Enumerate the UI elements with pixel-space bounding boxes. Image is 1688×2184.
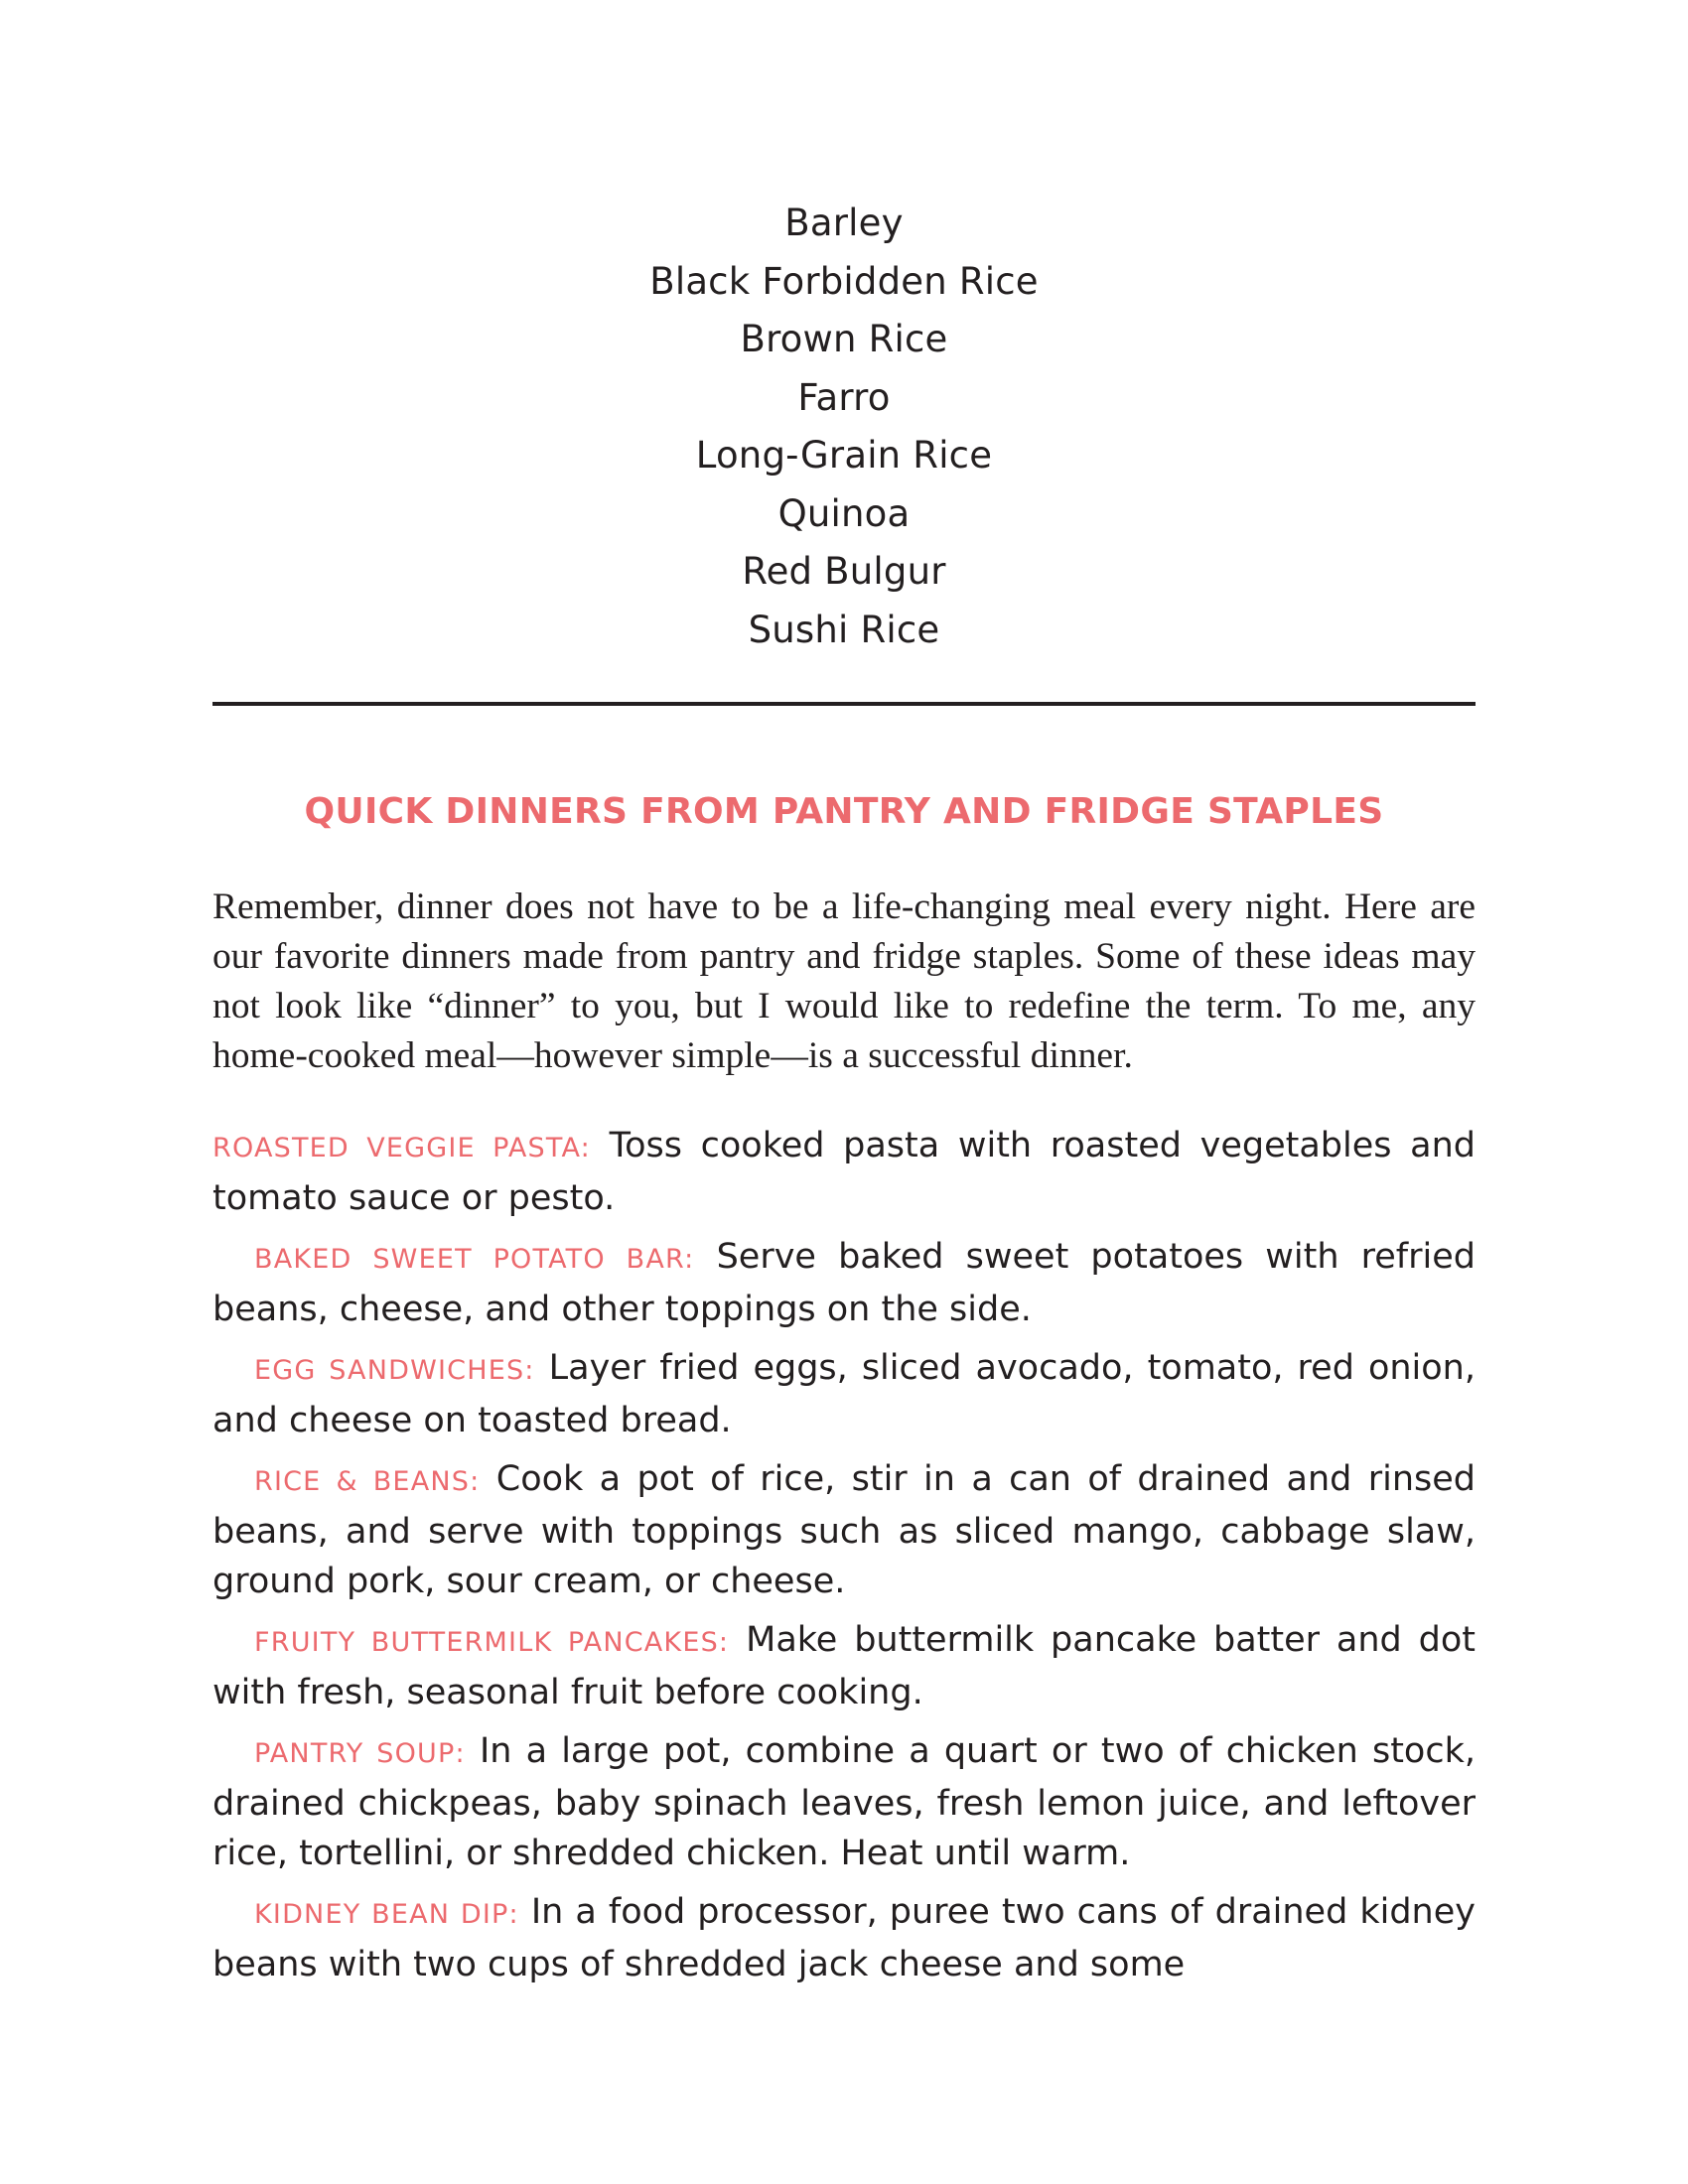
dinner-idea-label: EGG SANDWICHES: [254, 1355, 535, 1386]
dinner-idea [212, 1615, 1476, 1717]
grain-list-item: Sushi Rice [748, 608, 940, 651]
intro-paragraph: Remember, dinner does not have to be a life-changing meal every night. Here are our favorite dinners made from pantry and fridge staples. Some of these ideas may not look like “dinner” to you, but I would like to redefine the term. To me, any home-cooked meal—however simple—is a successful dinner. [212, 887, 1476, 1076]
dinner-idea [212, 1232, 1476, 1334]
dinner-idea-label: PANTRY SOUP: [254, 1738, 466, 1769]
grain-list-item: Barley [784, 202, 904, 244]
grain-list-item: Red Bulgur [742, 550, 946, 593]
dinner-idea [212, 1726, 1476, 1878]
dinner-ideas-list [212, 1121, 1476, 1998]
dinner-idea-label: BAKED SWEET POTATO BAR: [254, 1244, 695, 1275]
grain-list-item: Long-Grain Rice [695, 434, 993, 477]
dinner-idea-text: Toss cooked pasta with roasted vegetables and tomato sauce or pesto. [212, 1126, 1477, 1218]
dinner-idea-text: Cook a pot of rice, stir in a can of drained and rinsed beans, and serve with toppings such as sliced mango, cabbage slaw, ground pork, sour cream, or cheese. [212, 1459, 1476, 1601]
dinner-idea-label: ROASTED VEGGIE PASTA: [212, 1133, 591, 1163]
dinner-idea [212, 1343, 1476, 1445]
section-divider [212, 702, 1476, 706]
section-title: QUICK DINNERS FROM PANTRY AND FRIDGE STAPLES [304, 791, 1384, 832]
grain-list-item: Brown Rice [740, 318, 948, 360]
dinner-idea [212, 1454, 1476, 1606]
dinner-idea-label: KIDNEY BEAN DIP: [254, 1899, 519, 1930]
dinner-idea-text: Make buttermilk pancake batter and dot with fresh, seasonal fruit before cooking. [212, 1620, 1476, 1712]
dinner-idea-text: Serve baked sweet potatoes with refried beans, cheese, and other toppings on the side. [212, 1237, 1476, 1329]
dinner-idea-text: In a food processor, puree two cans of drained kidney beans with two cups of shredded jack cheese and some [212, 1892, 1476, 1984]
dinner-idea-label: FRUITY BUTTERMILK PANCAKES: [254, 1627, 730, 1658]
grain-list-item: Quinoa [777, 491, 911, 535]
grain-list [0, 195, 1688, 659]
dinner-idea-label: RICE & BEANS: [254, 1466, 481, 1497]
dinner-idea [212, 1887, 1476, 1989]
dinner-idea [212, 1121, 1476, 1223]
grain-list-item: Black Forbidden Rice [649, 259, 1039, 303]
dinner-idea-text: In a large pot, combine a quart or two of chicken stock, drained chickpeas, baby spinach leaves, fresh lemon juice, and leftover rice, tortellini, or shredded chicken. Heat until warm. [212, 1731, 1476, 1873]
grain-list-item: Farro [797, 375, 891, 419]
dinner-idea-text: Layer fried eggs, sliced avocado, tomato, red onion, and cheese on toasted bread. [212, 1348, 1476, 1440]
